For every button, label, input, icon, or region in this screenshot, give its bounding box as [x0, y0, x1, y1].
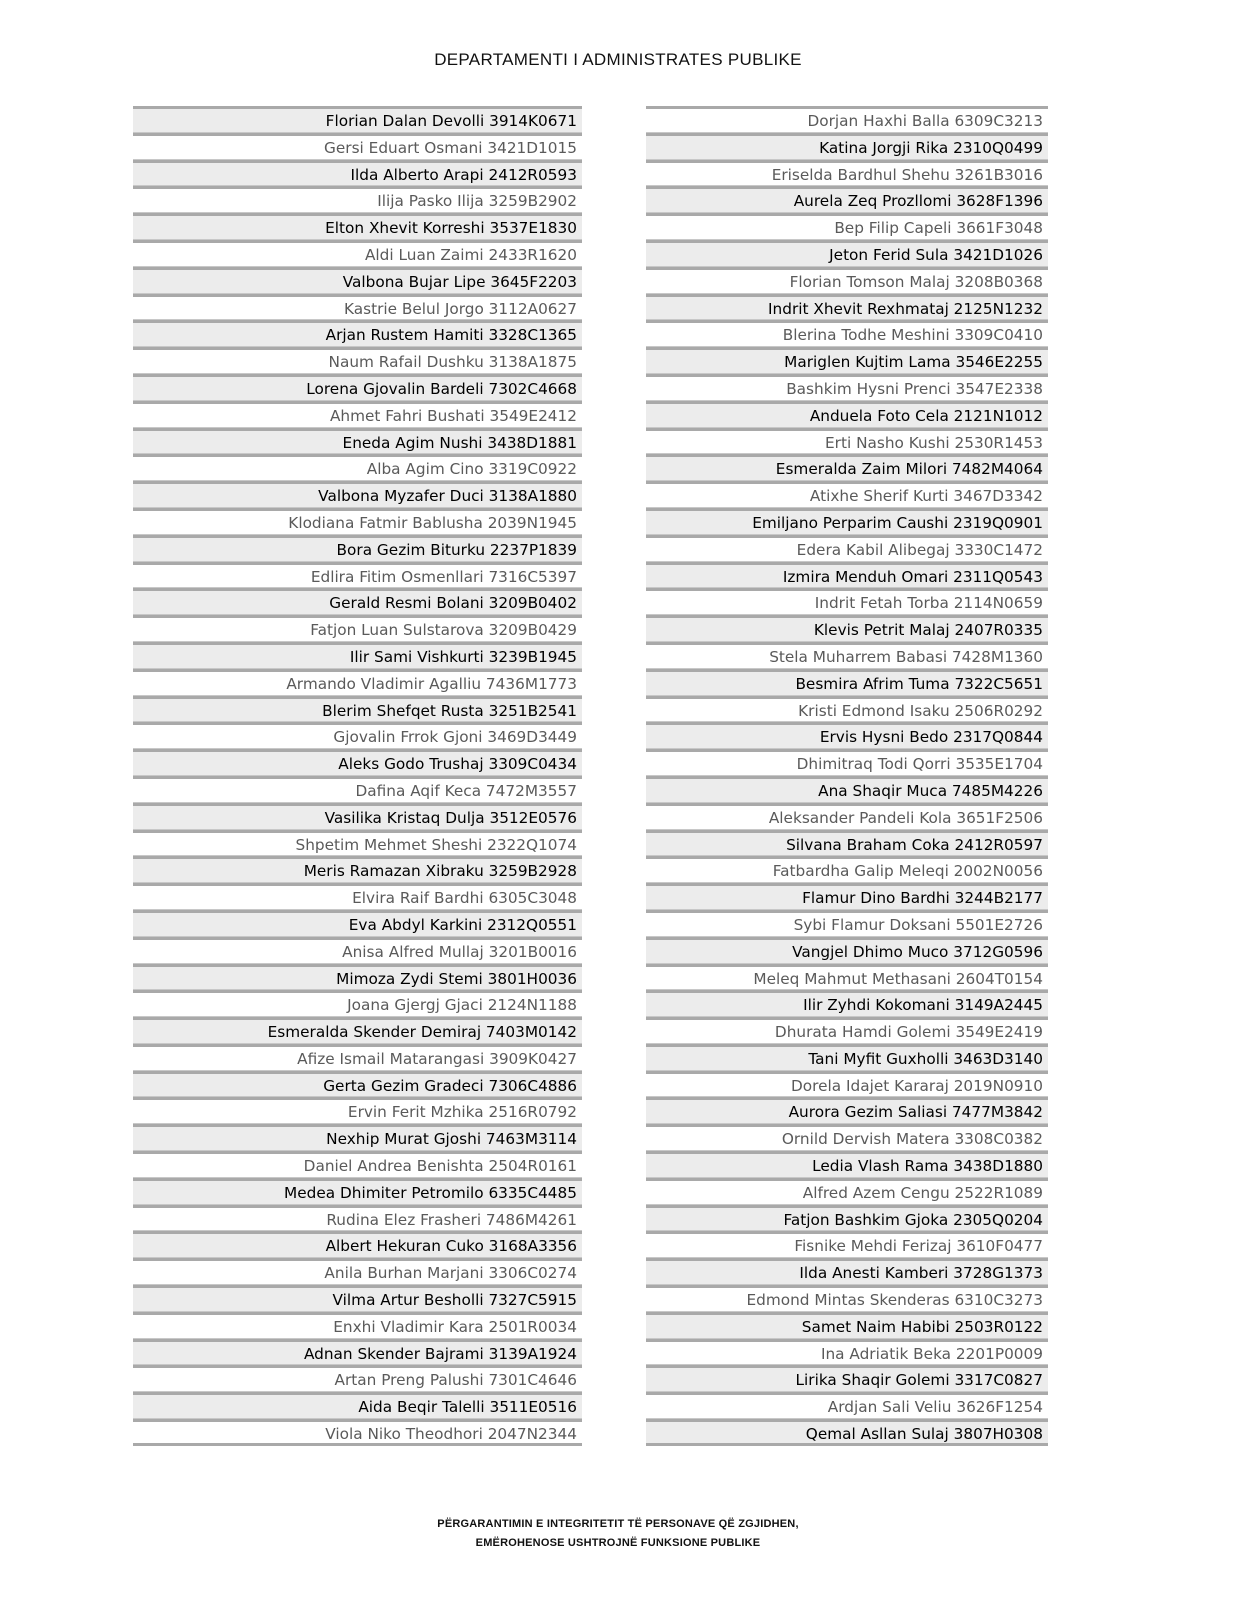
list-item: Ahmet Fahri Bushati 3549E2412	[133, 401, 582, 428]
list-item: Ilda Anesti Kamberi 3728G1373	[646, 1258, 1048, 1285]
list-item: Elvira Raif Bardhi 6305C3048	[133, 883, 582, 910]
list-item: Mimoza Zydi Stemi 3801H0036	[133, 964, 582, 991]
list-item: Alba Agim Cino 3319C0922	[133, 454, 582, 481]
list-item: Indrit Xhevit Rexhmataj 2125N1232	[646, 294, 1048, 321]
list-item: Ledia Vlash Rama 3438D1880	[646, 1151, 1048, 1178]
list-item: Joana Gjergj Gjaci 2124N1188	[133, 990, 582, 1017]
list-item: Elton Xhevit Korreshi 3537E1830	[133, 213, 582, 240]
list-item: Eva Abdyl Karkini 2312Q0551	[133, 910, 582, 937]
list-item: Indrit Fetah Torba 2114N0659	[646, 588, 1048, 615]
list-item: Fatbardha Galip Meleqi 2002N0056	[646, 856, 1048, 883]
list-item: Vilma Artur Besholli 7327C5915	[133, 1285, 582, 1312]
list-item: Ilir Sami Vishkurti 3239B1945	[133, 642, 582, 669]
list-item: Klevis Petrit Malaj 2407R0335	[646, 615, 1048, 642]
list-item: Ervis Hysni Bedo 2317Q0844	[646, 722, 1048, 749]
list-item: Erti Nasho Kushi 2530R1453	[646, 428, 1048, 455]
list-item: Sybi Flamur Doksani 5501E2726	[646, 910, 1048, 937]
list-item: Ervin Ferit Mzhika 2516R0792	[133, 1097, 582, 1124]
list-item: Qemal Asllan Sulaj 3807H0308	[646, 1419, 1048, 1446]
list-item: Bora Gezim Biturku 2237P1839	[133, 535, 582, 562]
list-item: Aida Beqir Talelli 3511E0516	[133, 1392, 582, 1419]
list-item: Blerim Shefqet Rusta 3251B2541	[133, 696, 582, 723]
list-item: Meleq Mahmut Methasani 2604T0154	[646, 964, 1048, 991]
list-item: Aleksander Pandeli Kola 3651F2506	[646, 803, 1048, 830]
list-item: Katina Jorgji Rika 2310Q0499	[646, 133, 1048, 160]
list-item: Jeton Ferid Sula 3421D1026	[646, 240, 1048, 267]
footer-line-1: PËRGARANTIMIN E INTEGRITETIT TË PERSONAVE QË ZGJIDHEN,	[437, 1518, 799, 1530]
list-item: Valbona Bujar Lipe 3645F2203	[133, 267, 582, 294]
list-item: Dorjan Haxhi Balla 6309C3213	[646, 106, 1048, 133]
list-item: Dafina Aqif Keca 7472M3557	[133, 776, 582, 803]
list-item: Vasilika Kristaq Dulja 3512E0576	[133, 803, 582, 830]
list-item: Blerina Todhe Meshini 3309C0410	[646, 320, 1048, 347]
list-item: Besmira Afrim Tuma 7322C5651	[646, 669, 1048, 696]
list-item: Emiljano Perparim Caushi 2319Q0901	[646, 508, 1048, 535]
list-item: Esmeralda Skender Demiraj 7403M0142	[133, 1017, 582, 1044]
left-column	[133, 106, 582, 1446]
list-item: Lirika Shaqir Golemi 3317C0827	[646, 1365, 1048, 1392]
footer-line-2: EMËROHENOSE USHTROJNË FUNKSIONE PUBLIKE	[475, 1537, 761, 1549]
list-item: Daniel Andrea Benishta 2504R0161	[133, 1151, 582, 1178]
list-item: Enxhi Vladimir Kara 2501R0034	[133, 1312, 582, 1339]
list-item: Izmira Menduh Omari 2311Q0543	[646, 562, 1048, 589]
list-item: Samet Naim Habibi 2503R0122	[646, 1312, 1048, 1339]
list-item: Ana Shaqir Muca 7485M4226	[646, 776, 1048, 803]
list-item: Klodiana Fatmir Bablusha 2039N1945	[133, 508, 582, 535]
list-item: Aldi Luan Zaimi 2433R1620	[133, 240, 582, 267]
list-item: Gerta Gezim Gradeci 7306C4886	[133, 1071, 582, 1098]
list-item: Anila Burhan Marjani 3306C0274	[133, 1258, 582, 1285]
list-item: Anisa Alfred Mullaj 3201B0016	[133, 937, 582, 964]
list-item: Aurora Gezim Saliasi 7477M3842	[646, 1097, 1048, 1124]
page-title: DEPARTAMENTI I ADMINISTRATES PUBLIKE	[434, 50, 802, 69]
list-item: Naum Rafail Dushku 3138A1875	[133, 347, 582, 374]
list-item: Flamur Dino Bardhi 3244B2177	[646, 883, 1048, 910]
list-item: Fatjon Bashkim Gjoka 2305Q0204	[646, 1205, 1048, 1232]
list-item: Aleks Godo Trushaj 3309C0434	[133, 749, 582, 776]
list-item: Meris Ramazan Xibraku 3259B2928	[133, 856, 582, 883]
list-item: Eneda Agim Nushi 3438D1881	[133, 428, 582, 455]
right-column	[646, 106, 1048, 1446]
list-item: Florian Dalan Devolli 3914K0671	[133, 106, 582, 133]
list-item: Mariglen Kujtim Lama 3546E2255	[646, 347, 1048, 374]
list-item: Armando Vladimir Agalliu 7436M1773	[133, 669, 582, 696]
list-item: Tani Myfit Guxholli 3463D3140	[646, 1044, 1048, 1071]
list-item: Kastrie Belul Jorgo 3112A0627	[133, 294, 582, 321]
list-item: Arjan Rustem Hamiti 3328C1365	[133, 320, 582, 347]
list-item: Dhimitraq Todi Qorri 3535E1704	[646, 749, 1048, 776]
list-item: Florian Tomson Malaj 3208B0368	[646, 267, 1048, 294]
list-item: Ilir Zyhdi Kokomani 3149A2445	[646, 990, 1048, 1017]
list-item: Kristi Edmond Isaku 2506R0292	[646, 696, 1048, 723]
list-item: Bashkim Hysni Prenci 3547E2338	[646, 374, 1048, 401]
footer	[0, 1515, 1236, 1553]
list-item: Fatjon Luan Sulstarova 3209B0429	[133, 615, 582, 642]
list-item: Alfred Azem Cengu 2522R1089	[646, 1178, 1048, 1205]
list-item: Ilija Pasko Ilija 3259B2902	[133, 186, 582, 213]
list-item: Edmond Mintas Skenderas 6310C3273	[646, 1285, 1048, 1312]
list-item: Ardjan Sali Veliu 3626F1254	[646, 1392, 1048, 1419]
list-item: Esmeralda Zaim Milori 7482M4064	[646, 454, 1048, 481]
list-item: Albert Hekuran Cuko 3168A3356	[133, 1231, 582, 1258]
list-item: Lorena Gjovalin Bardeli 7302C4668	[133, 374, 582, 401]
list-item: Valbona Myzafer Duci 3138A1880	[133, 481, 582, 508]
list-item: Ilda Alberto Arapi 2412R0593	[133, 160, 582, 187]
list-item: Vangjel Dhimo Muco 3712G0596	[646, 937, 1048, 964]
list-item: Gerald Resmi Bolani 3209B0402	[133, 588, 582, 615]
list-item: Shpetim Mehmet Sheshi 2322Q1074	[133, 830, 582, 857]
list-item: Medea Dhimiter Petromilo 6335C4485	[133, 1178, 582, 1205]
list-item: Dorela Idajet Kararaj 2019N0910	[646, 1071, 1048, 1098]
list-item: Afize Ismail Matarangasi 3909K0427	[133, 1044, 582, 1071]
list-item: Ornild Dervish Matera 3308C0382	[646, 1124, 1048, 1151]
list-item: Dhurata Hamdi Golemi 3549E2419	[646, 1017, 1048, 1044]
list-item: Edera Kabil Alibegaj 3330C1472	[646, 535, 1048, 562]
list-item: Ina Adriatik Beka 2201P0009	[646, 1339, 1048, 1366]
list-item: Gjovalin Frrok Gjoni 3469D3449	[133, 722, 582, 749]
list-item: Bep Filip Capeli 3661F3048	[646, 213, 1048, 240]
list-item: Fisnike Mehdi Ferizaj 3610F0477	[646, 1231, 1048, 1258]
list-item: Stela Muharrem Babasi 7428M1360	[646, 642, 1048, 669]
list-item: Rudina Elez Frasheri 7486M4261	[133, 1205, 582, 1232]
list-item: Viola Niko Theodhori 2047N2344	[133, 1419, 582, 1446]
list-item: Adnan Skender Bajrami 3139A1924	[133, 1339, 582, 1366]
list-item: Aurela Zeq Prozllomi 3628F1396	[646, 186, 1048, 213]
list-item: Eriselda Bardhul Shehu 3261B3016	[646, 160, 1048, 187]
list-item: Atixhe Sherif Kurti 3467D3342	[646, 481, 1048, 508]
list-item: Edlira Fitim Osmenllari 7316C5397	[133, 562, 582, 589]
list-item: Artan Preng Palushi 7301C4646	[133, 1365, 582, 1392]
list-item: Nexhip Murat Gjoshi 7463M3114	[133, 1124, 582, 1151]
list-item: Silvana Braham Coka 2412R0597	[646, 830, 1048, 857]
list-item: Anduela Foto Cela 2121N1012	[646, 401, 1048, 428]
list-item: Gersi Eduart Osmani 3421D1015	[133, 133, 582, 160]
